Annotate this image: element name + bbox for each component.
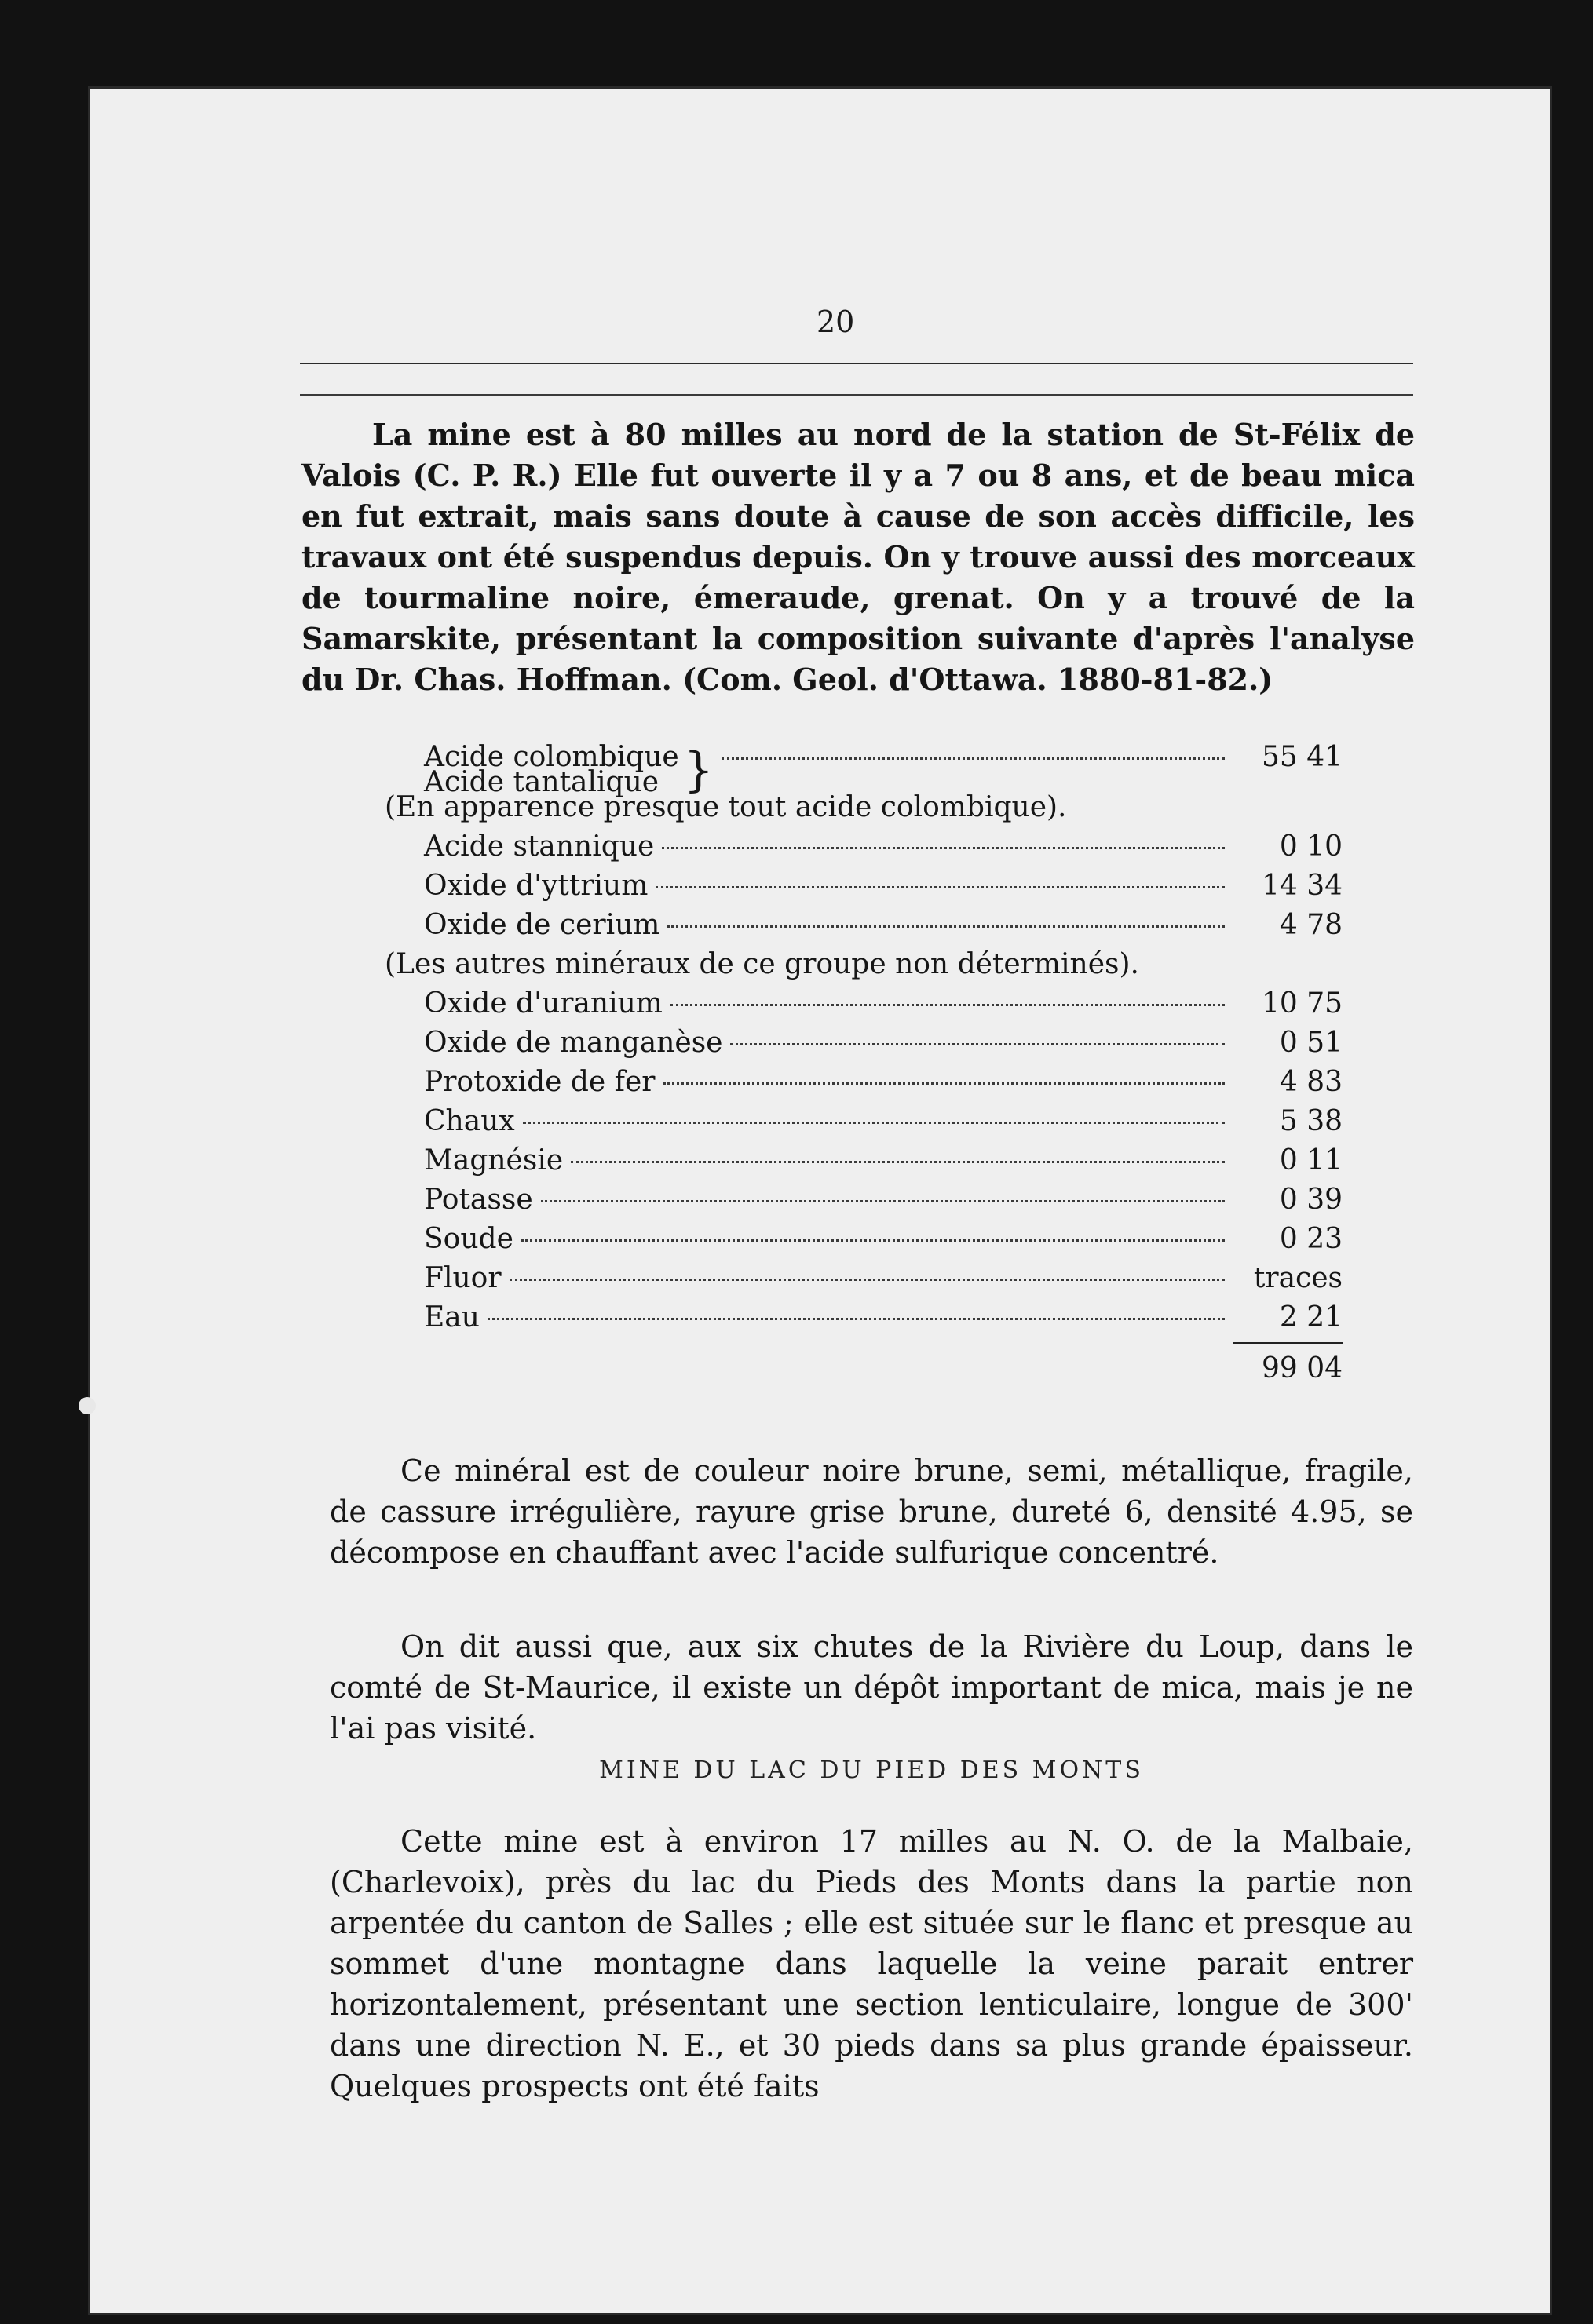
table-row bbox=[369, 1298, 1343, 1337]
leader-dots bbox=[662, 847, 1225, 849]
acids-value: 55 41 bbox=[1261, 741, 1343, 773]
table-row bbox=[369, 1063, 1343, 1102]
row-value: 4 83 bbox=[1279, 1066, 1343, 1098]
row-label: Oxide d'uranium bbox=[424, 987, 663, 1020]
brace-icon: } bbox=[683, 742, 714, 797]
table-total bbox=[369, 1349, 1343, 1388]
analysis-table bbox=[369, 738, 1343, 1388]
total-rule bbox=[1233, 1342, 1343, 1344]
row-value: 10 75 bbox=[1261, 987, 1343, 1020]
table-row-acids bbox=[369, 738, 1343, 798]
leader-dots bbox=[663, 1082, 1226, 1085]
leader-dots bbox=[730, 1043, 1225, 1045]
scan-artifact-dot bbox=[79, 1397, 96, 1414]
row-label: Magnésie bbox=[424, 1144, 564, 1177]
row-value: 0 10 bbox=[1279, 830, 1343, 863]
row-label: Soude bbox=[424, 1223, 513, 1255]
row-value: 2 21 bbox=[1279, 1301, 1343, 1333]
row-value: 5 38 bbox=[1279, 1105, 1343, 1137]
section-heading: MINE DU LAC DU PIED DES MONTS bbox=[599, 1757, 1144, 1784]
row-label: Acide stannique bbox=[424, 830, 655, 863]
table-row bbox=[369, 866, 1343, 906]
row-value: 4 78 bbox=[1279, 909, 1343, 941]
table-row bbox=[369, 1259, 1343, 1298]
rows-group-b bbox=[369, 984, 1343, 1337]
table-row bbox=[369, 827, 1343, 866]
table-note bbox=[369, 945, 1343, 984]
leader-dots bbox=[521, 1239, 1225, 1242]
intro-text: La mine est à 80 milles au nord de la station de St-Félix de Valois (C. P. R.) Elle fut ouverte il y a 7 ou 8 ans, et de beau mica en fut extrait, mais sans doute à cause de son accès difficile, les travaux ont été suspendus depuis. On y trouve aussi des morceaux de tourmaline noire, émeraude, grenat. On y a trouvé de la Samarskite, présentant la composition suivante d'après l'analyse du Dr. Chas. Hoffman. (Com. Geol. d'Ottawa. 1880-81-82.) bbox=[301, 417, 1415, 697]
description-text: Ce minéral est de couleur noire brune, semi, métallique, fragile, de cassure irrégulière, rayure grise brune, dureté 6, densité 4.95, se décompose en chauffant avec l'acide sulfurique concentré. bbox=[330, 1454, 1413, 1570]
leader-dots bbox=[571, 1161, 1225, 1163]
table-row bbox=[369, 1023, 1343, 1063]
row-value: 14 34 bbox=[1261, 870, 1343, 902]
leader-dots bbox=[667, 925, 1225, 928]
table-note bbox=[369, 788, 1343, 827]
row-label: Chaux bbox=[424, 1105, 515, 1137]
row-label: Eau bbox=[424, 1301, 480, 1333]
leader-dots bbox=[722, 757, 1225, 760]
note-text: (Les autres minéraux de ce groupe non déterminés). bbox=[385, 948, 1139, 980]
leader-dots bbox=[670, 1004, 1225, 1006]
leader-dots bbox=[523, 1122, 1225, 1124]
row-label: Potasse bbox=[424, 1184, 533, 1216]
loup-text: On dit aussi que, aux six chutes de la Rivière du Loup, dans le comté de St-Maurice, il existe un dépôt important de mica, mais je ne l'ai pas visité. bbox=[330, 1629, 1413, 1746]
row-label: Oxide de manganèse bbox=[424, 1027, 723, 1059]
row-value: 0 51 bbox=[1279, 1027, 1343, 1059]
row-label: Oxide d'yttrium bbox=[424, 870, 649, 902]
leader-dots bbox=[656, 886, 1225, 888]
row-value: 0 23 bbox=[1279, 1223, 1343, 1255]
page-number: 20 bbox=[817, 305, 855, 339]
table-row bbox=[369, 1141, 1343, 1180]
table-row bbox=[369, 1102, 1343, 1141]
table-row bbox=[369, 1180, 1343, 1220]
header-rule-double bbox=[300, 394, 1413, 396]
rows-group-a bbox=[369, 827, 1343, 945]
row-value: 0 11 bbox=[1279, 1144, 1343, 1177]
note-text: (En apparence presque tout acide colombique). bbox=[385, 791, 1067, 823]
total-value: 99 04 bbox=[1261, 1352, 1343, 1385]
row-label: Protoxide de fer bbox=[424, 1066, 656, 1098]
leader-dots bbox=[488, 1318, 1225, 1320]
table-row bbox=[369, 906, 1343, 945]
row-value: 0 39 bbox=[1279, 1184, 1343, 1216]
intro-paragraph bbox=[301, 414, 1415, 700]
row-value: traces bbox=[1253, 1262, 1343, 1294]
table-row bbox=[369, 984, 1343, 1023]
row-label: Oxide de cerium bbox=[424, 909, 660, 941]
header-rule bbox=[300, 363, 1413, 364]
acid-tantalique-label: Acide tantalique bbox=[424, 766, 659, 798]
acid-colombique-label: Acide colombique bbox=[424, 741, 679, 773]
malbaie-paragraph bbox=[330, 1821, 1413, 2107]
leader-dots bbox=[541, 1200, 1225, 1202]
row-label: Fluor bbox=[424, 1262, 502, 1294]
table-row bbox=[369, 1220, 1343, 1259]
malbaie-text: Cette mine est à environ 17 milles au N. O. de la Malbaie, (Charlevoix), près du lac du Pieds des Monts dans la partie non arpentée du canton de Salles ; elle est située sur le flanc et presque au sommet d'une montagne dans laquelle la veine parait entrer horizontalement, présentant une section lenticulaire, longue de 300' dans une direction N. E., et 30 pieds dans sa plus grande épaisseur. Quelques prospects ont été faits bbox=[330, 1824, 1413, 2103]
leader-dots bbox=[510, 1279, 1225, 1281]
description-paragraph bbox=[330, 1450, 1413, 1573]
loup-paragraph bbox=[330, 1626, 1413, 1749]
